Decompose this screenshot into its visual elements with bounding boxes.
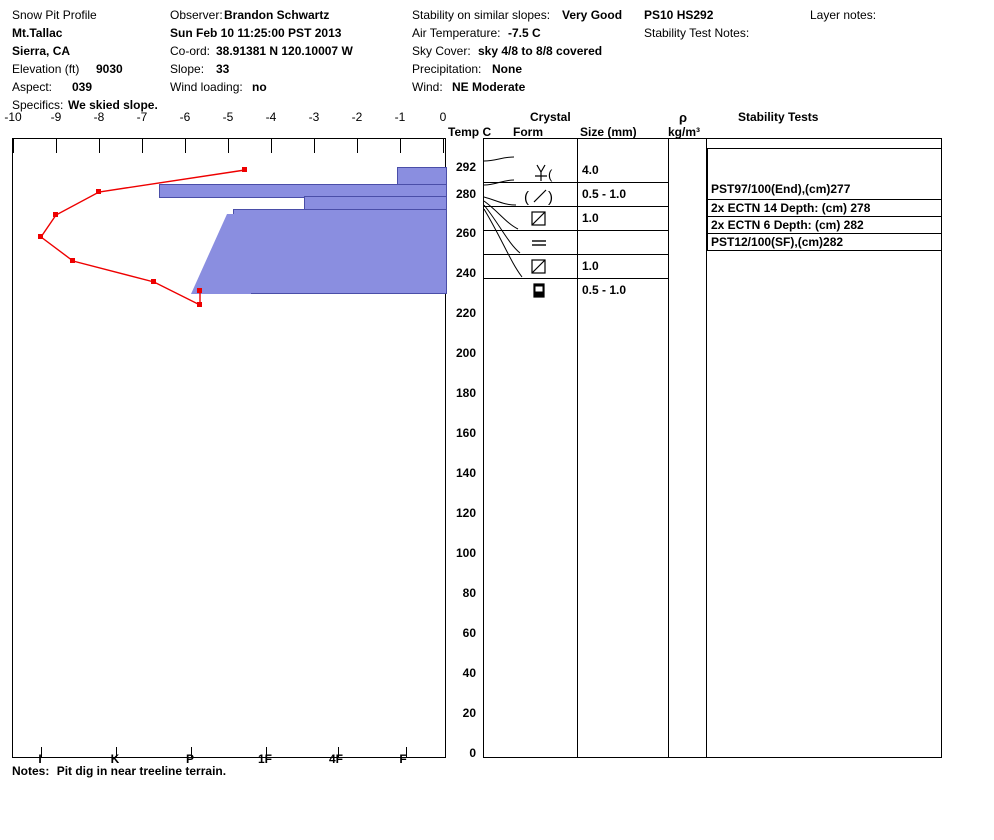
elevation-value: 9030 [96,62,123,76]
x-tick: -1 [394,110,406,124]
specifics-label: Specifics: [12,98,64,112]
layer-detail-table [483,138,942,758]
column-divider-size-rho [668,139,669,757]
x-tick: -9 [50,110,62,124]
y-tick: 140 [455,466,476,480]
column-header-crystal: Crystal [530,110,571,124]
x-tick: -6 [179,110,191,124]
y-tick: 180 [455,386,476,400]
stability-test-notes-label: Stability Test Notes: [644,26,750,40]
pit-header [0,0,994,110]
y-tick: 160 [455,426,476,440]
snow-profile-plot [12,138,446,758]
observation-date: Sun Feb 10 11:25:00 PST 2013 [170,26,342,40]
stability-test-entry: PST97/100(End),(cm)277 [707,181,942,199]
hardness-tick: P [185,752,194,766]
air-temp-value: -7.5 C [508,26,541,40]
hardness-tick: F [399,752,407,766]
y-tick: 40 [462,666,476,680]
x-tick: -5 [222,110,234,124]
y-tick: 200 [455,346,476,360]
x-tick: -4 [265,110,277,124]
page-title: Snow Pit Profile [12,8,97,22]
crystal-form-icon-mixed [524,186,570,209]
hardness-tick: K [110,752,120,766]
y-tick: 240 [455,266,476,280]
crystal-form-icon-rounded-box [524,259,554,278]
footer-notes [12,764,226,778]
hardness-tick: 1F [257,752,272,766]
stability-similar-value: Very Good [562,8,623,22]
x-tick: -3 [308,110,320,124]
crystal-form-icon-stellar [524,163,564,186]
column-header-rho: ρ [679,110,688,125]
aspect-label: Aspect: [12,80,53,94]
stability-test-entry: 2x ECTN 14 Depth: (cm) 278 [707,199,942,217]
y-tick: 60 [462,626,476,640]
crystal-form-icon-depth-hoar [524,283,554,302]
crystal-form-icon-ice-lens [524,235,554,254]
svg-text:(: ( [524,189,529,206]
y-tick: 292 [455,160,476,174]
svg-text:): ) [548,189,553,206]
location-name: Mt.Tallac [12,26,63,40]
layer-size-value: 0.5 - 1.0 [582,187,627,201]
column-header-stability-tests: Stability Tests [738,110,819,124]
specifics-value: We skied slope. [68,98,158,112]
hardness-tick: 4F [328,752,343,766]
air-temp-label: Air Temperature: [412,26,501,40]
slope-value: 33 [216,62,230,76]
column-header-rho-units: kg/m³ [668,125,701,139]
observer-label: Observer: [170,8,223,22]
y-tick: 280 [455,187,476,201]
notes-label: Notes: [12,764,50,778]
layer-size-value: 4.0 [582,163,599,177]
temperature-profile-line [13,139,445,757]
column-header-temp: Temp C [448,125,492,139]
precipitation-label: Precipitation: [412,62,482,76]
layer-size-value: 1.0 [582,211,599,225]
y-tick: 20 [462,706,476,720]
y-tick: 260 [455,226,476,240]
y-tick: 100 [455,546,476,560]
sky-cover-label: Sky Cover: [412,44,471,58]
elevation-label: Elevation (ft) [12,62,80,76]
coord-label: Co-ord: [170,44,211,58]
wind-label: Wind: [412,80,443,94]
precipitation-value: None [492,62,522,76]
notes-value: Pit dig in near treeline terrain. [56,764,227,778]
wind-value: NE Moderate [452,80,526,94]
stability-test-entry: 2x ECTN 6 Depth: (cm) 282 [707,216,942,234]
x-tick: -2 [351,110,363,124]
column-header-size: Size (mm) [580,125,637,139]
crystal-form-icon-rounded-box [524,211,554,230]
svg-text:(: ( [548,167,553,182]
stability-test-entry: PST12/100(SF),(cm)282 [707,233,942,251]
layer-size-value: 1.0 [582,259,599,273]
coord-value: 38.91381 N 120.10007 W [216,44,353,58]
column-header-form: Form [513,125,543,139]
layer-notes-label: Layer notes: [810,8,877,22]
slope-label: Slope: [170,62,205,76]
pit-id: PS10 HS292 [644,8,714,22]
y-tick: 80 [462,586,476,600]
y-tick: 220 [455,306,476,320]
x-tick: -8 [93,110,105,124]
wind-loading-label: Wind loading: [170,80,243,94]
observer-value: Brandon Schwartz [224,8,330,22]
aspect-value: 039 [72,80,93,94]
sky-cover-value: sky 4/8 to 8/8 covered [478,44,603,58]
y-tick: 0 [469,746,476,760]
x-tick: 0 [439,110,447,124]
stability-similar-label: Stability on similar slopes: [412,8,551,22]
x-tick: -7 [136,110,148,124]
y-tick: 120 [455,506,476,520]
x-tick: -10 [4,110,22,124]
layer-size-value: 0.5 - 1.0 [582,283,627,297]
wind-loading-value: no [252,80,267,94]
hardness-tick: I [38,752,42,766]
region: Sierra, CA [12,44,71,58]
